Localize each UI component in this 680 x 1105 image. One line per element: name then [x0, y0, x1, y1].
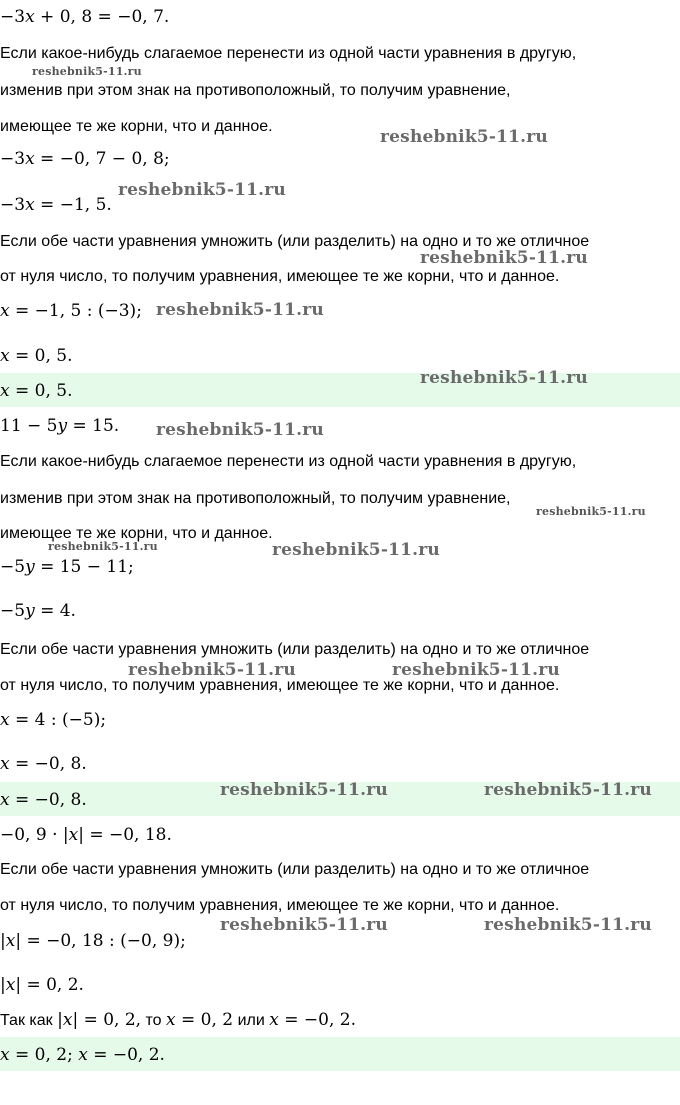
watermark: reshebnik5-11.ru — [128, 660, 296, 680]
equation: |x| = 0, 2. — [0, 975, 84, 995]
rule-text: Если обе части уравнения умножить (или разделить) на одно и то же отличное — [0, 233, 590, 250]
rule-text: изменив при этом знак на противоположный, то получим уравнение, — [0, 82, 511, 99]
conclusion-text: Так как — [0, 1012, 53, 1029]
watermark: reshebnik5-11.ru — [32, 65, 142, 78]
watermark: reshebnik5-11.ru — [420, 248, 588, 268]
rule-text: от нуля число, то получим уравнения, имеющее те же корни, что и данное. — [0, 268, 560, 285]
abs-conclusion — [0, 1010, 680, 1030]
equation: x = −1, 5 : (−3); — [0, 301, 142, 321]
equation: −3x + 0, 8 = −0, 7. — [0, 7, 170, 27]
rule-text: имеющее те же корни, что и данное. — [0, 118, 273, 135]
watermark: reshebnik5-11.ru — [392, 660, 560, 680]
equation: x = 4 : (−5); — [0, 710, 107, 730]
watermark: reshebnik5-11.ru — [420, 368, 588, 388]
equation: −3x = −1, 5. — [0, 195, 112, 215]
watermark: reshebnik5-11.ru — [220, 780, 388, 800]
watermark: reshebnik5-11.ru — [48, 540, 158, 553]
rule-text: от нуля число, то получим уравнения, имеющее те же корни, что и данное. — [0, 897, 560, 914]
conclusion-text: то — [145, 1012, 162, 1029]
conclusion-text: или — [237, 1012, 265, 1029]
watermark: reshebnik5-11.ru — [220, 915, 388, 935]
rule-text: изменив при этом знак на противоположный, то получим уравнение, — [0, 490, 511, 507]
rule-text: имеющее те же корни, что и данное. — [0, 525, 273, 542]
equation: −5y = 15 − 11; — [0, 557, 134, 577]
watermark: reshebnik5-11.ru — [536, 505, 646, 518]
watermark: reshebnik5-11.ru — [156, 420, 324, 440]
answer-equation: x = 0, 2; x = −0, 2. — [0, 1045, 165, 1065]
equation: x = −0, 8. — [0, 754, 87, 774]
equation: 11 − 5y = 15. — [0, 416, 120, 436]
answer-equation: x = 0, 5. — [0, 381, 73, 401]
rule-text: от нуля число, то получим уравнения, имеющее те же корни, что и данное. — [0, 677, 560, 694]
equation: x = −0, 2. — [269, 1010, 356, 1030]
watermark: reshebnik5-11.ru — [118, 180, 286, 200]
watermark: reshebnik5-11.ru — [156, 300, 324, 320]
equation: −5y = 4. — [0, 601, 76, 621]
equation: −0, 9 · |x| = −0, 18. — [0, 825, 172, 845]
rule-text: Если обе части уравнения умножить (или разделить) на одно и то же отличное — [0, 641, 590, 658]
equation: −3x = −0, 7 − 0, 8; — [0, 149, 170, 169]
watermark: reshebnik5-11.ru — [380, 127, 548, 147]
answer-equation: x = −0, 8. — [0, 790, 87, 810]
watermark: reshebnik5-11.ru — [484, 780, 652, 800]
rule-text: Если какое-нибудь слагаемое перенести из одной части уравнения в другую, — [0, 45, 577, 62]
equation: |x| = −0, 18 : (−0, 9); — [0, 931, 186, 951]
equation: |x| = 0, 2, — [57, 1010, 142, 1030]
watermark: reshebnik5-11.ru — [272, 540, 440, 560]
equation: x = 0, 2 — [166, 1010, 234, 1030]
rule-text: Если обе части уравнения умножить (или разделить) на одно и то же отличное — [0, 861, 590, 878]
equation: x = 0, 5. — [0, 346, 73, 366]
watermark: reshebnik5-11.ru — [484, 915, 652, 935]
rule-text: Если какое-нибудь слагаемое перенести из одной части уравнения в другую, — [0, 453, 577, 470]
